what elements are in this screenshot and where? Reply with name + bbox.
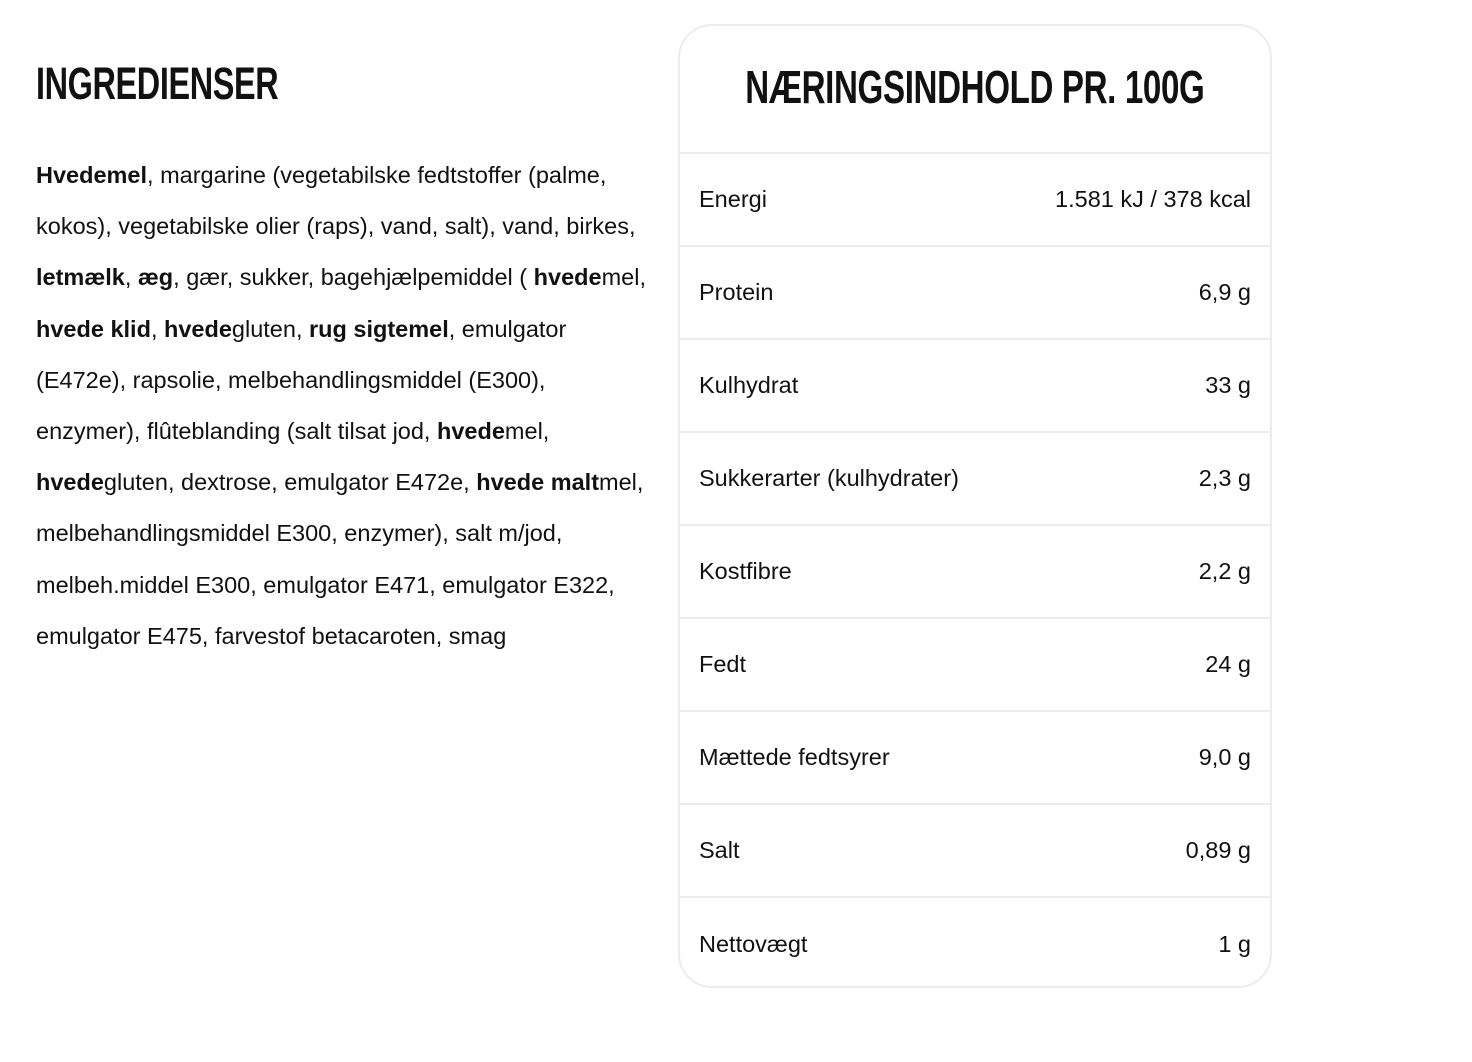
nutrition-value: 6,9 g xyxy=(1198,279,1251,305)
nutrition-row xyxy=(680,712,1270,805)
nutrition-value: 2,3 g xyxy=(1198,465,1251,491)
nutrition-value: 33 g xyxy=(1205,372,1251,398)
nutrition-row xyxy=(680,898,1270,988)
nutrition-label: Energi xyxy=(699,186,767,212)
nutrition-label: Salt xyxy=(699,837,740,863)
nutrition-value: 9,0 g xyxy=(1198,744,1251,770)
ingredient-text: mel, melbehandlingsmiddel E300, enzymer), salt m/jod, melbeh.middel E300, emulgator E471, emulgator E322, emulgator E475, farvestof betacaroten, smag xyxy=(36,469,644,649)
ingredient-allergen: Hvedemel xyxy=(36,162,148,188)
nutrition-table xyxy=(680,154,1270,988)
nutrition-value: 1 g xyxy=(1218,931,1251,957)
nutrition-value: 24 g xyxy=(1205,651,1251,677)
nutrition-row xyxy=(680,526,1270,619)
nutrition-label: Mættede fedtsyrer xyxy=(699,744,890,770)
ingredient-allergen: hvede xyxy=(36,469,104,496)
ingredient-text: , gær, sukker, bagehjælpemiddel ( xyxy=(173,264,534,291)
nutrition-row xyxy=(680,340,1270,433)
nutrition-value: 0,89 g xyxy=(1185,837,1251,863)
ingredient-text: , xyxy=(124,264,138,291)
ingredient-text: mel, xyxy=(601,264,646,291)
nutrition-header xyxy=(680,26,1270,154)
nutrition-card xyxy=(678,24,1272,988)
ingredients-list xyxy=(36,150,646,662)
ingredients-heading: INGREDIENSER xyxy=(36,58,279,109)
nutrition-label: Kostfibre xyxy=(699,558,792,584)
ingredient-allergen: letmælk xyxy=(36,264,125,291)
nutrition-row xyxy=(680,619,1270,712)
ingredient-text: , margarine (vegetabilske fedtstoffer (palme, kokos), vegetabilske olier (raps), vand, salt), vand, birkes, xyxy=(36,162,636,240)
ingredient-text: gluten, xyxy=(231,315,310,342)
ingredient-text: mel, xyxy=(504,418,550,445)
nutrition-row xyxy=(680,433,1270,526)
ingredient-allergen: hvede klid xyxy=(36,315,151,342)
nutrition-value: 1.581 kJ / 378 kcal xyxy=(1055,186,1251,212)
nutrition-row xyxy=(680,154,1270,247)
ingredient-allergen: æg xyxy=(137,264,174,291)
ingredient-allergen: hvede xyxy=(437,418,505,445)
ingredient-allergen: hvede xyxy=(533,264,602,291)
ingredient-text: , emulgator (E472e), rapsolie, melbehandlingsmiddel (E300), enzymer), flûteblanding (salt tilsat jod, xyxy=(36,315,567,445)
ingredient-allergen: hvede xyxy=(164,315,232,342)
nutrition-row xyxy=(680,805,1270,898)
nutrition-label: Protein xyxy=(699,279,774,305)
nutrition-heading: NÆRINGSINDHOLD PR. 100G xyxy=(745,61,1205,113)
nutrition-label: Nettovægt xyxy=(699,931,808,957)
nutrition-label: Sukkerarter (kulhydrater) xyxy=(699,465,959,491)
ingredient-text: , xyxy=(150,315,164,342)
nutrition-label: Fedt xyxy=(699,651,747,677)
ingredient-allergen: hvede malt xyxy=(476,469,600,496)
nutrition-value: 2,2 g xyxy=(1198,558,1251,584)
nutrition-row xyxy=(680,247,1270,340)
nutrition-label: Kulhydrat xyxy=(699,372,799,398)
ingredient-text: gluten, dextrose, emulgator E472e, xyxy=(103,469,477,496)
ingredient-allergen: rug sigtemel xyxy=(309,315,449,342)
ingredients-section xyxy=(36,56,646,686)
